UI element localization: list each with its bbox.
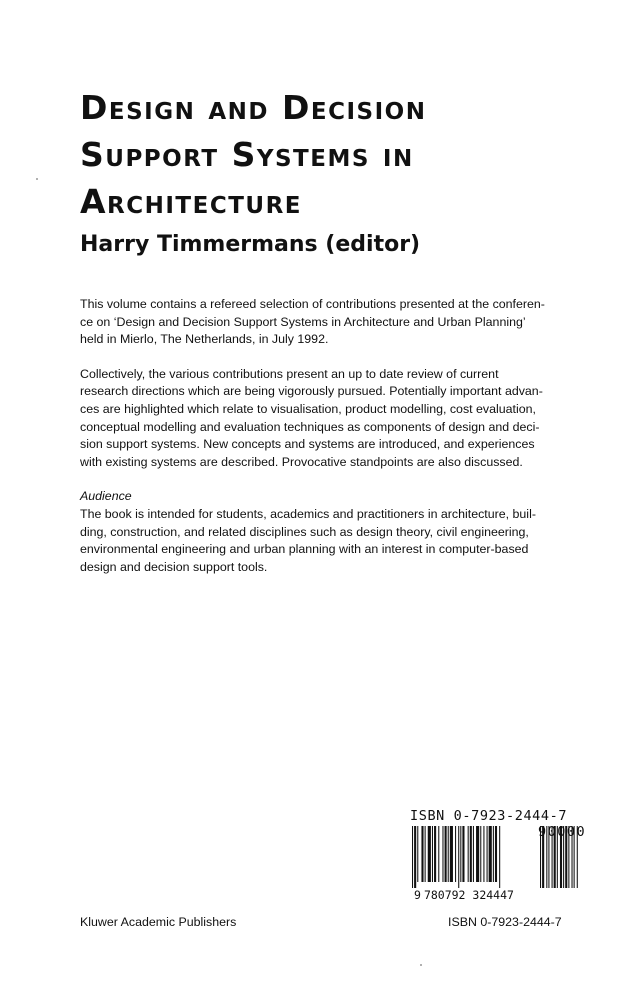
audience-line-3: environmental engineering and urban planning with an interest in computer-based bbox=[80, 542, 529, 557]
blurb-p2-line-4: conceptual modelling and evaluation techniques as components of design and deci- bbox=[80, 419, 540, 434]
barcode-bar bbox=[468, 826, 469, 882]
blurb-p2-line-2: research directions which are being vigorously pursued. Potentially important advan- bbox=[80, 384, 543, 399]
audience-heading: Audience bbox=[80, 489, 132, 504]
barcode-bar bbox=[450, 826, 453, 882]
barcode-bar bbox=[448, 826, 449, 882]
back-cover-blurb bbox=[80, 296, 560, 593]
barcode-bar bbox=[417, 826, 418, 882]
book-title-line-2: Support Systems in bbox=[80, 135, 414, 174]
audience-section bbox=[80, 488, 560, 576]
book-title bbox=[80, 84, 600, 225]
barcode-isbn-label: ISBN 0-7923-2444-7 bbox=[410, 808, 568, 824]
book-editor: Harry Timmermans (editor) bbox=[80, 232, 421, 257]
barcode-addon-digits: 90000 bbox=[538, 824, 587, 840]
blurb-p1-line-1: This volume contains a refereed selection of contributions presented at the conferen- bbox=[80, 297, 545, 311]
audience-line-2: ding, construction, and related disciplines such as design theory, civil engineering, bbox=[80, 524, 529, 539]
blurb-paragraph-1 bbox=[80, 296, 560, 349]
book-title-line-3: Architecture bbox=[80, 182, 303, 221]
barcode-bar bbox=[455, 826, 456, 882]
barcode-bar bbox=[412, 826, 413, 888]
barcode-bar bbox=[414, 826, 416, 888]
barcode-bar bbox=[421, 826, 423, 882]
barcode-bar bbox=[483, 826, 484, 882]
barcode-bar bbox=[462, 826, 464, 882]
blurb-paragraph-2 bbox=[80, 366, 560, 472]
barcode-ean-digits: 780792 324447 bbox=[423, 888, 514, 902]
print-speck bbox=[420, 964, 422, 966]
barcode-bar bbox=[460, 826, 461, 882]
barcode-bar bbox=[432, 826, 433, 882]
barcode-bar bbox=[480, 826, 481, 882]
blurb-p2-line-3: ces are highlighted which relate to visualisation, product modelling, cost evaluation, bbox=[80, 401, 536, 416]
barcode-bar bbox=[487, 826, 488, 882]
barcode-ean-number bbox=[414, 888, 514, 902]
barcode-bar bbox=[434, 826, 436, 882]
barcode-ean-lead-digit: 9 bbox=[414, 888, 421, 902]
isbn-footer: ISBN 0-7923-2444-7 bbox=[448, 915, 562, 929]
isbn-barcode bbox=[410, 808, 592, 908]
blurb-p2-line-5: sion support systems. New concepts and systems are introduced, and experiences bbox=[80, 437, 535, 452]
book-title-line-1: Design and Decision bbox=[80, 88, 427, 127]
publisher-name: Kluwer Academic Publishers bbox=[80, 915, 237, 929]
blurb-p1-line-2: ce on ‘Design and Decision Support Systems in Architecture and Urban Planning’ bbox=[80, 314, 526, 329]
barcode-bar bbox=[458, 826, 459, 888]
barcode-bar bbox=[499, 826, 500, 888]
barcode-bar bbox=[495, 826, 497, 882]
barcode-bar bbox=[476, 826, 479, 882]
barcode-bar bbox=[489, 826, 492, 882]
audience-line-4: design and decision support tools. bbox=[80, 559, 268, 574]
blurb-p2-line-6: with existing systems are described. Provocative standpoints are also discussed. bbox=[80, 454, 523, 469]
barcode-bar bbox=[438, 826, 439, 882]
audience-line-1: The book is intended for students, academics and practitioners in architecture, buil- bbox=[80, 506, 536, 521]
barcode-bar bbox=[428, 826, 431, 882]
barcode-bar bbox=[493, 826, 494, 882]
blurb-p1-line-3: held in Mierlo, The Netherlands, in July 1992. bbox=[80, 332, 329, 347]
barcode-bar bbox=[445, 826, 447, 882]
barcode-bar bbox=[473, 826, 474, 882]
barcode-bar bbox=[425, 826, 426, 882]
barcode-bar bbox=[442, 826, 443, 882]
blurb-p2-line-1: Collectively, the various contributions present an up to date review of current bbox=[80, 366, 499, 381]
print-speck bbox=[36, 178, 38, 180]
barcode-bar bbox=[470, 826, 472, 882]
